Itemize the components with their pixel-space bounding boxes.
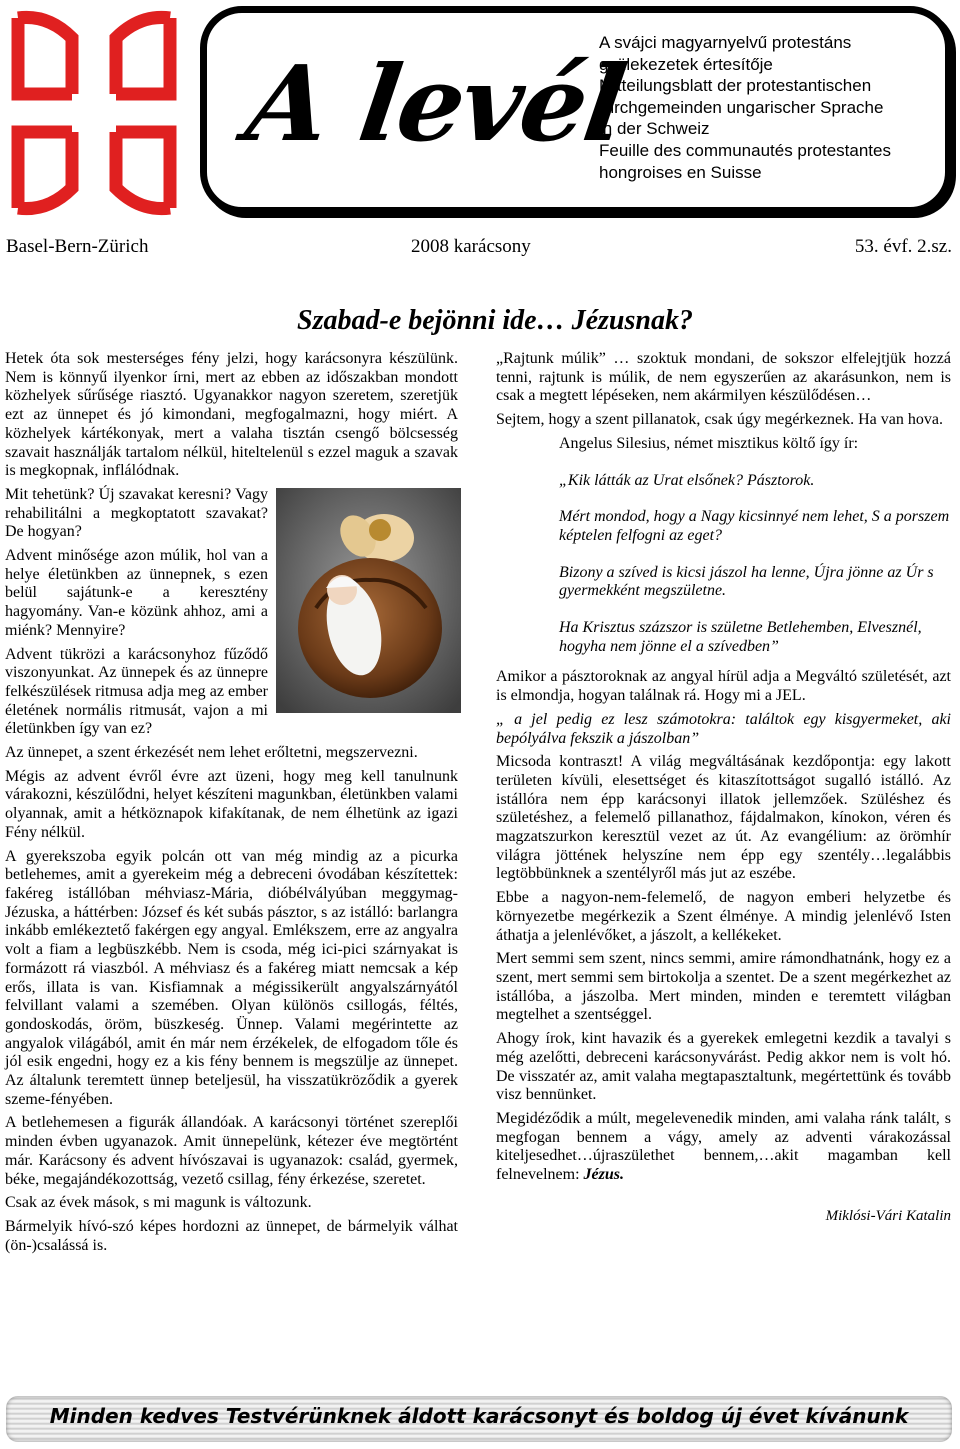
paragraph: A gyerekszoba egyik polcán ott van még mindig az a picurka betlehemes, amit a gyerekeim még a debreceni óvodában készítettek: fakéreg istállóban méhviasz-Mária, dióbélvályúban meggymag-Jézuska, a háttérben: József és két subás pásztor, s az istálló: barlangra inkább emlékeztető fakérgen egy angyal. Emlékszem, erre az angyalra volt a fiam a legbüszkébb. Nem is csoda, még ici-pici szárnyakat is formázott rá viaszból. A méhviasz és a fakéreg miatt nemcsak a kép erős, illata is van. Kisfiamnak a mégissikerült angyalszárnyától felvillant valami a szemében. Olyan különös csillogás, féltés, gondoskodás, öröm, büszkeség. Ünnep. Valami megérintette az angyalok világából, amit én már nem érzékelek, de elfogadom tőle és jól esik engedni, hogy ez a kis fény bennem is megszülje az ünnepet. Az általunk teremtett ünnep beteljesül, ha visszatükröződik a gyerek szeme-fényében. [5,847,458,1108]
banner-text: Minden kedves Testvérünknek áldott karácsonyt és boldog új évet kívánunk [49,1404,909,1428]
paragraph: Az ünnepet, a szent érkezését nem lehet erőltetni, megszervezni. [5,744,418,762]
left-column [5,350,458,1260]
paragraph: Advent minősége azon múlik, hol van a helye életünkben az ünnepnek, s ezen belül sajátunk-e a keresztény hagyomány. Van-e közünk ahhoz, ami a miénk? Mennyire? [5,547,268,639]
masthead-title: A levél [239,42,632,165]
poem-intro: Angelus Silesius, német misztikus költő így ír: [559,434,859,452]
poem-stanza: Bizony a szíved is kicsi jászol ha lenne, Újra jönne az Úr s gyermekként megszületne. [559,563,934,600]
paragraph: Csak az évek mások, s mi magunk is változunk. [5,1194,312,1212]
issue-cities: Basel-Bern-Zürich [6,236,149,257]
paragraph: Amikor a pásztoroknak az angyal hírül adja a Megváltó születését, azt is elmondja, hogyan találnak rá. Hogy mi a JEL. [496,668,951,705]
paragraph: Hetek óta sok mesterséges fény jelzi, hogy karácsonyra készülünk. Nem is könnyű ilyenkor írni, mert az ebben az időszakban mondott közhelyek sűrűsége riasztó. Ugyanakkor nagyon szeretem, szeretjük ezt az ünnepet és jó kimondani, megfogalmazni, hogy miért. A közhelyek kártékonyak, mert a valaha tisztán csengő bölcsesség szavait használják tartalom nélkül, hiteltelenül s ezzel maguk a szavak is megkopnak, inflálódnak. [5,350,458,480]
description-line: A svájci magyarnyelvű protestáns [599,33,852,52]
paragraph: A betlehemesen a figurák állandóak. A karácsonyi történet szereplői minden évben ugyanazok. Amit ünnepelünk, kétezer éve megtörtént már. Karácsony és advent hívószavai is ugyanazok: család, gyermek, béke, megajándékozottság, vezető csillag, fény érkezése, szeretet. [5,1114,458,1188]
paragraph: Sejtem, hogy a szent pillanatok, csak úgy megérkeznek. Ha van hova. [496,411,943,429]
nativity-photo [276,488,461,713]
poem-stanza: Ha Krisztus százszor is születne Betlehemben, Elvesznél, hogyha nem jönne el a szívedben” [559,619,922,655]
paragraph: Mert semmi sem szent, nincs semmi, amire rámondhatnánk, hogy ez a szent, mert semmi sem birtokolja a szentet. De a szent megérkezhet az istállóba, a jászolba. Mert minden, minden e teremtett világban megtelhet a szentséggel. [496,950,951,1024]
church-logo-icon [8,8,180,218]
description-line: Feuille des communautés protestantes [599,140,891,160]
paragraph: Advent tükrözi a karácsonyhoz fűződő viszonyunkat. Az ünnepek és az ünnepre felkészülések ritmusa adja meg az ember életének normális ritmusát, vajon a mi életünkben így van ez? [5,645,268,738]
issue-volume: 53. évf. 2.sz. [854,236,952,257]
paragraph: Micsoda kontraszt! A világ megváltásának kezdőpontja: egy lakott területen kívüli, elesettséget és kitaszítottságot sugalló istálló. Az istállóra nem épp karácsonyi illatok jellemzőek. Szüléshez és születéshez, a felemelő pillanathoz, fájdalmakon, kínokon, véren és magzatszurkon keresztül vezet az út. Az evangélium: az örömhír világra jöttének helyszíne nem épp egy szentély…legalábbis legtöbbünknek a szentélyről más jut az eszébe. [496,753,951,883]
description-line: in der Schweiz [599,119,710,139]
bible-quote: „ a jel pedig ez lesz számotokra: találtok egy kisgyermeket, aki bepólyálva fekszik a jászolban” [496,710,951,747]
paragraph: Bármelyik hívó-szó képes hordozni az ünnepet, de bármelyik válhat (ön-)csalássá is. [5,1217,458,1254]
right-column [496,350,951,1225]
greeting-banner [6,1396,952,1442]
description-line: gyülekezetek értesítője [599,54,773,74]
issue-date: 2008 karácsony [411,236,531,257]
paragraph: Mit tehetünk? Új szavakat keresni? Vagy rehabilitálni a megkoptatott szavakat? De hogyan? [5,485,268,541]
description-line: Kirchgemeinden ungarischer Sprache [599,97,884,117]
paragraph: „Rajtunk múlik” … szoktuk mondani, de sokszor elfelejtjük hozzá tenni, rajtunk is múlik, de nem egyszerűen az akarásunkon, nem is csak a megtett lépéseken, nem akármilyen készülődésen… [496,350,951,405]
paragraph: Ebbe a nagyon-nem-felemelő, de nagyon emberi helyzetbe és környezetbe megérkezik a Szent élménye. A mindig jelenlévő Isten áthatja a jelenlévőket, a jászolt, a kellékeket. [496,889,951,944]
paragraph: Mégis az advent évről évre azt üzeni, hogy meg kell tanulnunk várakozni, készülődni, helyet készíteni magunkban, életünkben valami olyannak, amit a hétköznapok kifakítanak, de nem élhetünk az igazi Fény nélkül. [5,767,458,841]
poem-stanza: Mért mondod, hogy a Nagy kicsinnyé nem lehet, S a porszem képtelen felfogni az eget? [559,508,950,544]
paragraph-ending: Jézus. [583,1166,624,1184]
author-signature: Miklósi-Vári Katalin [825,1207,951,1224]
description-line: hongroises en Suisse [599,162,762,182]
description-line: Mitteilungsblatt der protestantischen [599,76,872,96]
article-headline: Szabad-e bejönni ide… Jézusnak? [297,305,693,336]
paragraph: Ahogy írok, kint havazik és a gyerekek emlegetni kezdik a tavalyi s még azelőtti, debreceni karácsonyvárást. Pedig akkor nem is volt hó. De visszatér az, amit valaha megtapasztaltunk, megértettünk és tovább visz bennünket. [496,1030,951,1104]
publication-description [599,32,891,183]
paragraph [496,1110,951,1185]
poem-stanza: „Kik látták az Urat elsőnek? Pásztorok. [559,471,815,489]
poem [559,472,951,657]
issue-info-bar [6,236,952,260]
paragraph-text: Megidéződik a múlt, megelevenedik minden, ami valaha ránk talált, s megfogan bennem a vágy, amely az adventi várakozással kiteljesedhet…újraszülethet bennem,…akit magamban kell felnevelnem: [496,1109,951,1184]
